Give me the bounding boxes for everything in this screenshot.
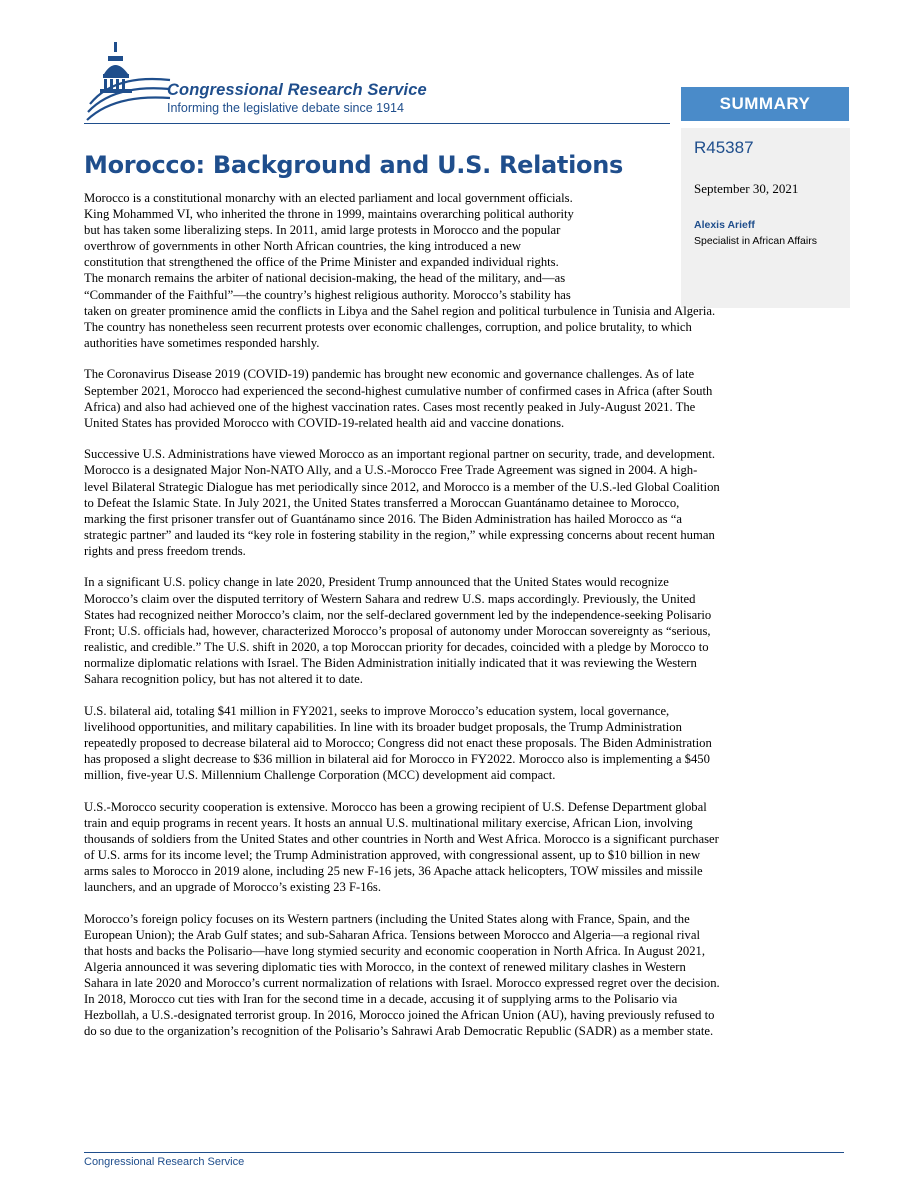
text-line: The monarch remains the arbiter of national decision-making, the head of the military, and—as <box>84 271 566 286</box>
text-line: Hezbollah, a U.S.-designated terrorist group. In 2016, Morocco joined the African Union (AU), having previously refused to <box>84 1008 715 1023</box>
header-divider <box>84 123 670 124</box>
text-line: U.S.-Morocco security cooperation is extensive. Morocco has been a growing recipient of U.S. Defense Department global <box>84 799 707 814</box>
text-line: Africa) and also had achieved one of the highest vaccination rates. Cases most recently peaked in July-August 2021. The <box>84 399 696 414</box>
text-line: Algeria announced it was severing diplomatic ties with Morocco, in the context of renewed military clashes in Western <box>84 959 686 974</box>
text-line: overthrow of governments in other North African countries, the king introduced a new <box>84 239 522 254</box>
text-line: September 2021, Morocco had experienced the second-highest cumulative number of confirmed cases in Africa (after South <box>84 383 713 398</box>
text-line: authorities have sometimes responded harshly. <box>84 335 320 350</box>
summary-tab: SUMMARY <box>681 87 849 121</box>
report-date: September 30, 2021 <box>694 181 799 196</box>
text-line: but has taken some liberalizing steps. In 2011, amid large protests in Morocco and the popular <box>84 223 561 238</box>
text-line: Successive U.S. Administrations have viewed Morocco as an important regional partner on security, trade, and development. <box>84 447 716 462</box>
page-title: Morocco: Background and U.S. Relations <box>84 151 623 179</box>
capitol-dome-icon <box>84 34 174 124</box>
text-line: rights and press freedom trends. <box>84 543 246 558</box>
text-line: Morocco’s claim over the disputed territory of Western Sahara and redrew U.S. maps accordingly. Previously, the United <box>84 591 696 606</box>
report-number: R45387 <box>694 138 754 157</box>
text-line: marking the first prisoner transfer out of Guantánamo since 2016. The Biden Administration has hailed Morocco as “a <box>84 511 682 526</box>
text-line: In a significant U.S. policy change in late 2020, President Trump announced that the United States would recognize <box>84 575 669 590</box>
text-line: level Bilateral Strategic Dialogue has met periodically since 2012, and Morocco is a member of the U.S.-led Global Coalition <box>84 479 720 494</box>
text-line: that hosts and backs the Polisario—have long stymied security and economic cooperation in North Africa. In August 2021, <box>84 943 706 958</box>
footer-text: Congressional Research Service <box>84 1156 245 1168</box>
org-tagline: Informing the legislative debate since 1914 <box>167 101 404 115</box>
text-line: launchers, and an upgrade of Morocco’s existing 23 F-16s. <box>84 880 381 895</box>
text-line: Sahara in late 2020 and Morocco’s current normalization of relations with Israel. Morocco expressed regret over the decision. <box>84 976 720 991</box>
text-line: million, five-year U.S. Millennium Challenge Corporation (MCC) development aid compact. <box>84 768 556 782</box>
paragraph <box>84 911 844 1040</box>
text-line: Sahara recognition policy, but has not altered it to date. <box>84 672 363 687</box>
paragraph <box>84 190 844 351</box>
text-line: The Coronavirus Disease 2019 (COVID-19) pandemic has brought new economic and governance challenges. As of late <box>84 367 695 382</box>
author-name[interactable]: Alexis Arieff <box>694 219 755 231</box>
paragraph <box>84 799 844 896</box>
text-line: United States has provided Morocco with COVID-19-related health aid and vaccine donations. <box>84 415 565 430</box>
text-line: normalize diplomatic relations with Israel. The Biden Administration initially indicated that it was reviewing the Western <box>84 655 697 670</box>
text-line: to Defeat the Islamic State. In July 2021, the United States transferred a Moroccan Guantánamo detainee to Morocco, <box>84 495 680 510</box>
text-line: of U.S. arms for its income level; the Trump Administration approved, with congressional assent, up to $10 billion in new <box>84 847 701 862</box>
text-line: States had recognized neither Morocco’s claim, nor the self-declared government led by the independence-seeking Polisario <box>84 607 712 622</box>
author-title: Specialist in African Affairs <box>694 235 817 247</box>
paragraph <box>84 574 844 687</box>
footer-divider <box>84 1152 844 1153</box>
paragraph <box>84 366 844 430</box>
text-line: strategic partner” and lauded its “key role in fostering stability in the region,” while expressing concerns about recent human <box>84 527 715 542</box>
summary-body <box>84 190 844 1055</box>
text-line: King Mohammed VI, who inherited the throne in 1999, maintains overarching political authority <box>84 207 574 222</box>
text-line: arms sales to Morocco in 2019 alone, including 25 new F-16 jets, 36 Apache attack helicopters, TOW missiles and missile <box>84 863 703 878</box>
text-line: taken on greater prominence amid the conflicts in Libya and the Sahel region and political turbulence in Tunisia and Algeria. <box>84 303 716 318</box>
text-line: repeatedly proposed to decrease bilateral aid to Morocco; Congress did not enact these proposals. The Biden Administration <box>84 735 712 750</box>
text-line: European Union); the Arab Gulf states; and sub-Saharan Africa. Tensions between Morocco and Algeria—a regional rival <box>84 927 700 942</box>
text-line: In 2018, Morocco cut ties with Iran for the second time in a decade, accusing it of supplying arms to the Polisario via <box>84 992 678 1007</box>
text-line: realistic, and credible.” The U.S. shift in 2020, a top Moroccan priority for decades, coincided with a pledge by Morocco to <box>84 639 709 654</box>
text-line: has proposed a slight decrease to $36 million in bilateral aid for Morocco in FY2022. Morocco also is implementing a $450 <box>84 751 710 766</box>
text-line: “Commander of the Faithful”—the country’s highest religious authority. Morocco’s stability has <box>84 287 571 302</box>
text-line: Morocco is a designated Major Non-NATO Ally, and a U.S.-Morocco Free Trade Agreement was signed in 2004. A high- <box>84 463 698 478</box>
text-line: livelihood opportunities, and military capabilities. In line with its broader budget proposals, the Trump Administration <box>84 719 682 734</box>
org-name: Congressional Research Service <box>167 81 427 99</box>
text-line: Morocco’s foreign policy focuses on its Western partners (including the United States along with France, Spain, and the <box>84 911 690 926</box>
text-line: do so due to the organization’s recognition of the Polisario’s Sahrawi Arab Democratic Republic (SADR) as a member state. <box>84 1024 714 1039</box>
text-line: constitution that strengthened the office of the Prime Minister and expanded individual rights. <box>84 255 559 270</box>
text-line: The country has nonetheless seen recurrent protests over economic challenges, corruption, and police brutality, to which <box>84 319 692 334</box>
text-line: Front; U.S. officials had, however, characterized Morocco’s proposal of autonomy under Moroccan sovereignty as “serious, <box>84 623 711 638</box>
text-line: train and equip programs in recent years. It hosts an annual U.S. multinational military exercise, African Lion, involving <box>84 815 693 830</box>
text-line: thousands of soldiers from the United States and other countries in North and West Africa. Morocco is a significant purchaser <box>84 831 719 846</box>
text-line: Morocco is a constitutional monarchy with an elected parliament and local government officials. <box>84 191 573 205</box>
text-line: U.S. bilateral aid, totaling $41 million in FY2021, seeks to improve Morocco’s education system, local governance, <box>84 703 670 718</box>
paragraph <box>84 703 844 783</box>
paragraph <box>84 446 844 559</box>
